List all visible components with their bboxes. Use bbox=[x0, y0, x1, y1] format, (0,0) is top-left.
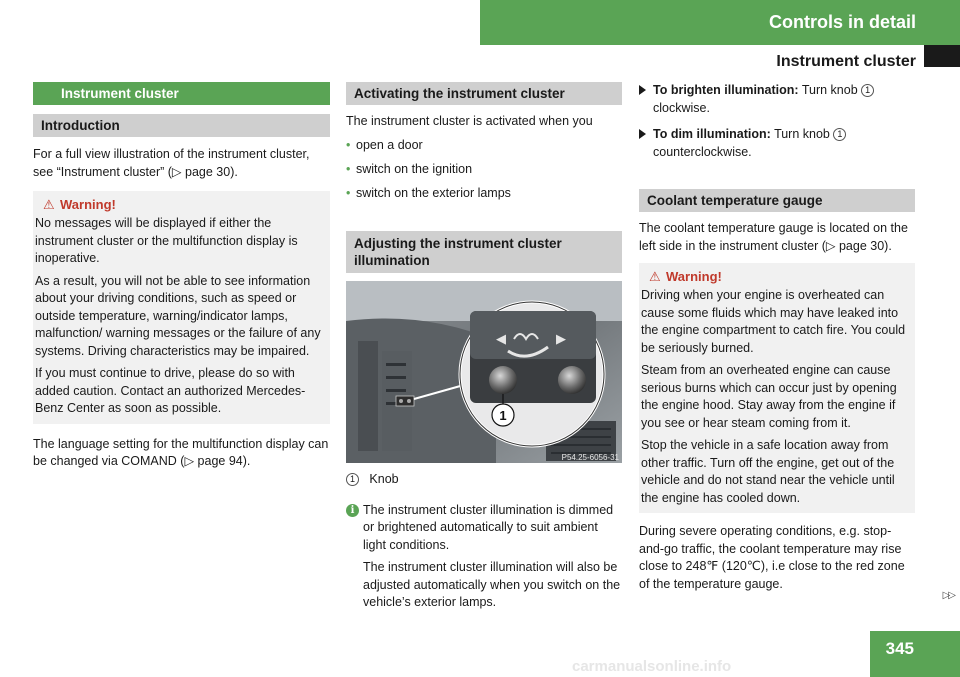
warning-paragraph: Steam from an overheated engine can cause serious burns which can occur just by opening the engine hood. Stay away from the engine if you see or hear steam coming from it. bbox=[641, 363, 897, 430]
list-item: • open a door bbox=[346, 137, 423, 152]
warning-triangle-icon: ⚠ bbox=[649, 269, 661, 284]
activation-list bbox=[346, 137, 622, 203]
subheading-introduction: Introduction bbox=[33, 114, 330, 137]
step-brighten: To brighten illumination: Turn knob 1 clockwise. bbox=[639, 82, 915, 117]
callout-number-icon: 1 bbox=[861, 84, 874, 97]
list-item: • switch on the ignition bbox=[346, 161, 473, 176]
warning-title: ⚠ Warning! bbox=[649, 269, 722, 284]
callout-number-icon: 1 bbox=[833, 128, 846, 141]
svg-text:◀: ◀ bbox=[496, 332, 506, 347]
warning-title: ⚠ Warning! bbox=[43, 197, 116, 212]
warning-triangle-icon: ⚠ bbox=[43, 197, 55, 212]
section-heading-instrument-cluster: Instrument cluster bbox=[33, 82, 330, 105]
heading-adjusting-illumination: Adjusting the instrument cluster illumination bbox=[346, 231, 622, 273]
column-right bbox=[639, 82, 915, 593]
photo-code: P54.25-6056-31 bbox=[561, 453, 619, 462]
column-left bbox=[33, 82, 330, 471]
warning-paragraph: Stop the vehicle in a safe location away from other traffic. Turn off the engine, get out of the vehicle and do not stand near the vehicle until the engine has cooled down. bbox=[641, 438, 895, 505]
info-note bbox=[346, 502, 622, 612]
warning-paragraph: As a result, you will not be able to see information about your driving conditions, such as speed or outside temperature, warning/indicator lamps, malfunction/ warning messages or the failure of any systems. Driving characteristics may be impaired. bbox=[35, 273, 321, 358]
illumination-steps bbox=[639, 82, 915, 161]
callout-number-icon: 1 bbox=[346, 473, 359, 486]
photo-callout-number: 1 bbox=[499, 408, 507, 423]
section-title: Instrument cluster bbox=[776, 53, 916, 70]
info-paragraph: The instrument cluster illumination will also be adjusted automatically when you switch on the vehicle’s exterior lamps. bbox=[363, 560, 621, 609]
column-middle bbox=[346, 82, 622, 617]
step-arrow-icon bbox=[639, 85, 646, 95]
step-dim: To dim illumination: Turn knob 1 counterclockwise. bbox=[639, 126, 915, 161]
watermark: carmanualsonline.info bbox=[572, 658, 732, 675]
warning-paragraph: No messages will be displayed if either the instrument cluster or the multifunction display is inoperative. bbox=[35, 216, 298, 265]
coolant-outro: During severe operating conditions, e.g. stop-and-go traffic, the coolant temperature may rise close to 248℉ (120℃), i.e close to the red zone of the temperature gauge. bbox=[639, 524, 905, 591]
chapter-tab bbox=[480, 0, 960, 45]
intro-paragraph: For a full view illustration of the instrument cluster, see “Instrument cluster” (▷ page 30). bbox=[33, 147, 310, 179]
svg-text:▶: ▶ bbox=[556, 332, 566, 347]
step-arrow-icon bbox=[639, 129, 646, 139]
info-icon: i bbox=[346, 504, 359, 517]
heading-coolant-gauge: Coolant temperature gauge bbox=[639, 189, 915, 212]
language-setting-paragraph: The language setting for the multifunction display can be changed via COMAND (▷ page 94). bbox=[33, 436, 329, 468]
legend-label: Knob bbox=[369, 472, 399, 486]
page-number: 345 bbox=[870, 631, 960, 677]
activation-lead: The instrument cluster is activated when you bbox=[346, 114, 593, 128]
dashboard-knob-photo bbox=[346, 281, 622, 463]
heading-activating: Activating the instrument cluster bbox=[346, 82, 622, 105]
info-paragraph: The instrument cluster illumination is dimmed or brightened automatically to suit ambient light conditions. bbox=[363, 502, 614, 552]
photo-legend bbox=[346, 471, 622, 489]
header-marker bbox=[924, 45, 960, 67]
coolant-intro: The coolant temperature gauge is located on the left side in the instrument cluster (▷ page 30). bbox=[639, 221, 908, 253]
warning-paragraph: Driving when your engine is overheated can cause some fluids which may have leaked into the engine compartment to catch fire. You could be seriously burned. bbox=[641, 288, 906, 355]
warning-paragraph: If you must continue to drive, please do so with added caution. Contact an authorized Mercedes-Benz Center as soon as possible. bbox=[35, 366, 306, 415]
list-item: • switch on the exterior lamps bbox=[346, 185, 511, 200]
continue-arrows-icon: ▷▷ bbox=[942, 590, 954, 601]
chapter-title: Controls in detail bbox=[768, 12, 916, 32]
warning-box bbox=[33, 191, 330, 424]
warning-box bbox=[639, 263, 915, 513]
